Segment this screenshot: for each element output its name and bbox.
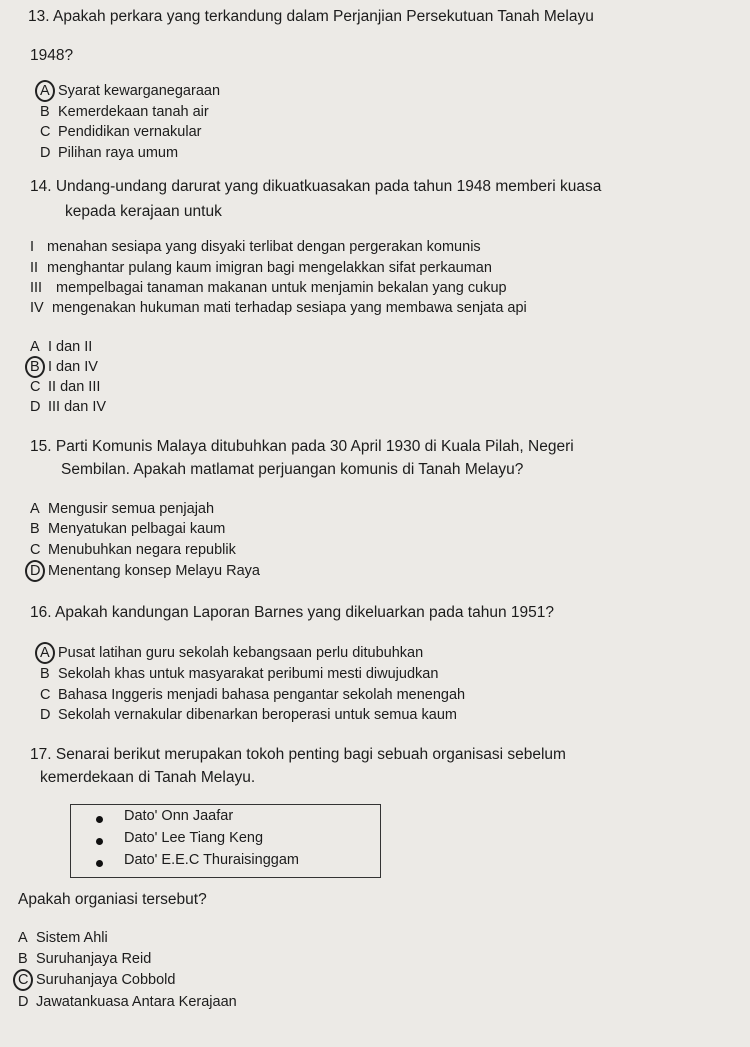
q17-option-b-letter: B [18,951,28,967]
q13-option-d-text: Pilihan raya umum [58,145,179,161]
q15-option-a-text: Mengusir semua penjajah [48,501,215,517]
q14-option-a-letter: A [30,339,40,355]
bullet-icon [96,816,103,823]
q14-statement-4 [30,300,527,316]
q14-stem-line2: kepada kerajaan untuk [65,203,222,220]
q16-option-b-text: Sekolah khas untuk masyarakat peribumi mesti diwujudkan [58,666,439,682]
q17-option-c-letter: C [18,972,36,988]
q17-stem-line1: 17. Senarai berikut merupakan tokoh penting bagi sebuah organisasi sebelum [30,746,566,763]
q16-option-a[interactable] [40,645,423,661]
q14-statement-1-text: menahan sesiapa yang disyaki terlibat dengan pergerakan komunis [47,239,481,255]
q16-option-c[interactable] [40,687,465,703]
q14-option-a[interactable] [30,339,92,355]
q14-statement-4-text: mengenakan hukuman mati terhadap sesiapa yang membawa senjata api [52,300,527,316]
q17-option-c[interactable] [18,972,175,988]
q17-box-item-1: Dato' Onn Jaafar [124,808,234,824]
q14-statement-2 [30,260,492,276]
q13-stem-line2: 1948? [30,47,74,64]
q17-option-b-text: Suruhanjaya Reid [36,951,152,967]
q17-option-a[interactable] [18,930,108,946]
q17-prompt: Apakah organiasi tersebut? [18,891,207,908]
q14-option-a-text: I dan II [48,339,93,355]
q16-stem-line1: 16. Apakah kandungan Laporan Barnes yang dikeluarkan pada tahun 1951? [30,604,554,621]
q14-option-b[interactable] [30,359,98,375]
q16-option-d-text: Sekolah vernakular dibenarkan beroperasi untuk semua kaum [58,707,457,723]
q15-option-d-text: Menentang konsep Melayu Raya [48,563,260,579]
q16-option-c-text: Bahasa Inggeris menjadi bahasa pengantar sekolah menengah [58,687,466,703]
q14-statement-2-num: II [30,260,39,276]
q15-stem-line2: Sembilan. Apakah matlamat perjuangan komunis di Tanah Melayu? [61,461,524,478]
q13-option-a-text: Syarat kewarganegaraan [58,83,221,99]
q15-option-a-letter: A [30,501,40,517]
q17-option-c-text: Suruhanjaya Cobbold [36,972,176,988]
q14-option-d-text: III dan IV [48,399,107,415]
bullet-icon [96,860,103,867]
q13-option-c[interactable] [40,124,201,140]
q17-stem-line2: kemerdekaan di Tanah Melayu. [40,769,256,786]
q17-option-a-letter: A [18,930,28,946]
q15-option-c-letter: C [30,542,41,558]
q17-option-a-text: Sistem Ahli [36,930,108,946]
q13-option-a[interactable] [40,83,220,99]
q16-option-c-letter: C [40,687,51,703]
q14-statement-3-num: III [30,280,43,296]
q17-option-d-text: Jawatankuasa Antara Kerajaan [36,994,237,1010]
q14-statement-2-text: menghantar pulang kaum imigran bagi mengelakkan sifat perkauman [47,260,492,276]
q15-option-c-text: Menubuhkan negara republik [48,542,236,558]
q13-option-a-letter: A [40,83,58,99]
q15-option-d-letter: D [30,563,48,579]
q17-box-item-3: Dato' E.E.C Thuraisinggam [124,852,299,868]
q16-option-d-letter: D [40,707,51,723]
q13-option-c-text: Pendidikan vernakular [58,124,202,140]
q14-option-b-text: I dan IV [48,359,98,375]
q17-figure-box [70,804,381,878]
q15-option-a[interactable] [30,501,214,517]
q14-option-c[interactable] [30,379,100,395]
q16-option-d[interactable] [40,707,457,723]
q14-option-d-letter: D [30,399,41,415]
q16-option-b[interactable] [40,666,438,682]
q14-statement-3-text: mempelbagai tanaman makanan untuk menjamin bekalan yang cukup [56,280,507,296]
q14-statement-1-num: I [30,239,35,255]
q15-stem-line1: 15. Parti Komunis Malaya ditubuhkan pada 30 April 1930 di Kuala Pilah, Negeri [30,438,574,455]
q14-option-c-text: II dan III [48,379,101,395]
q15-option-c[interactable] [30,542,236,558]
q15-option-b-letter: B [30,521,40,537]
q13-stem-line1: 13. Apakah perkara yang terkandung dalam Perjanjian Persekutuan Tanah Melayu [28,8,594,25]
q14-option-c-letter: C [30,379,41,395]
q14-stem-line1: 14. Undang-undang darurat yang dikuatkuasakan pada tahun 1948 memberi kuasa [30,178,602,195]
q13-option-c-letter: C [40,124,51,140]
q14-statement-4-num: IV [30,300,44,316]
q13-option-d[interactable] [40,145,178,161]
q13-option-b-text: Kemerdekaan tanah air [58,104,209,120]
q14-option-b-letter: B [30,359,48,375]
bullet-icon [96,838,103,845]
q13-option-b[interactable] [40,104,209,120]
q17-box-item-2: Dato' Lee Tiang Keng [124,830,264,846]
q14-statement-1 [30,239,481,255]
q17-option-d[interactable] [18,994,237,1010]
q17-option-b[interactable] [18,951,151,967]
q15-option-b[interactable] [30,521,225,537]
q13-option-b-letter: B [40,104,50,120]
q16-option-b-letter: B [40,666,50,682]
q14-statement-3 [30,280,507,296]
q15-option-b-text: Menyatukan pelbagai kaum [48,521,226,537]
q16-option-a-letter: A [40,645,58,661]
q15-option-d[interactable] [30,563,260,579]
q14-option-d[interactable] [30,399,106,415]
q13-option-d-letter: D [40,145,51,161]
q17-option-d-letter: D [18,994,29,1010]
q16-option-a-text: Pusat latihan guru sekolah kebangsaan perlu ditubuhkan [58,645,424,661]
